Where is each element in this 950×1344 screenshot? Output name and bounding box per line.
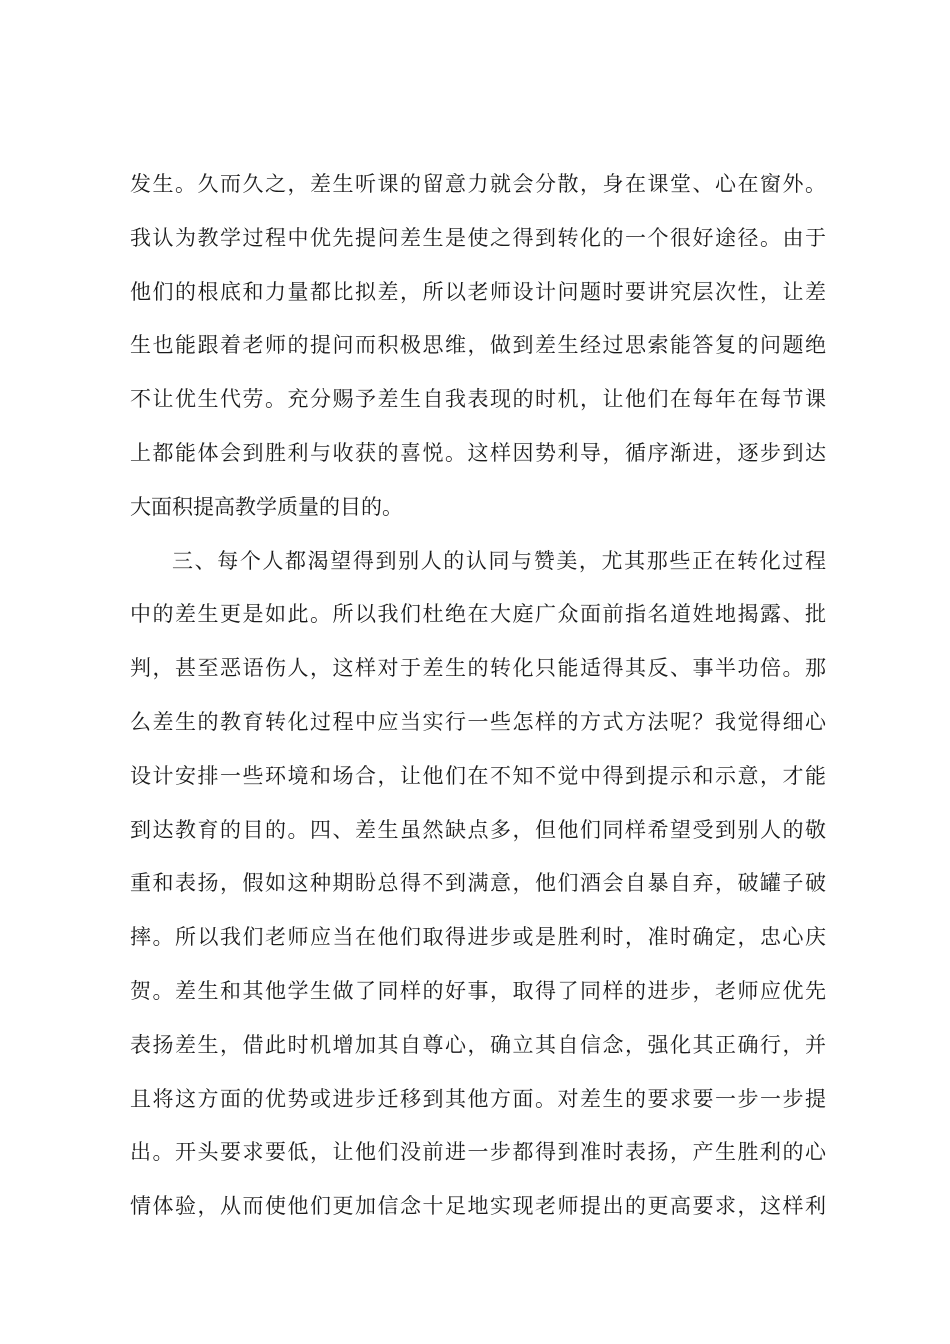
text-line: 大面积提高教学质量的目的。	[130, 494, 403, 519]
text-line: 重和表扬，假如这种期盼总得不到满意，他们酒会自暴自弃，破罐子破	[130, 871, 826, 896]
paragraph-start-line: 三、每个人都渴望得到别人的认同与赞美，尤其那些正在转化过程	[172, 548, 826, 573]
text-line: 上都能体会到胜利与收获的喜悦。这样因势利导，循序渐进，逐步到达	[130, 440, 826, 465]
text-line: 出。开头要求要低，让他们没前进一步都得到准时表扬，产生胜利的心	[130, 1140, 826, 1165]
text-line: 么差生的教育转化过程中应当实行一些怎样的方式方法呢？我觉得细心	[130, 709, 826, 734]
text-line: 他们的根底和力量都比拟差，所以老师设计问题时要讲究层次性，让差	[130, 279, 826, 304]
body-text	[130, 158, 826, 1234]
text-line: 我认为教学过程中优先提问差生是使之得到转化的一个很好途径。由于	[130, 225, 826, 250]
text-line: 表扬差生，借此时机增加其自尊心，确立其自信念，强化其正确行，并	[130, 1032, 826, 1057]
text-line: 贺。差生和其他学生做了同样的好事，取得了同样的进步，老师应优先	[130, 978, 826, 1003]
text-line: 摔。所以我们老师应当在他们取得进步或是胜利时，准时确定，忠心庆	[130, 925, 826, 950]
text-line: 不让优生代劳。充分赐予差生自我表现的时机，让他们在每年在每节课	[130, 387, 826, 412]
text-line: 情体验，从而使他们更加信念十足地实现老师提出的更高要求，这样利	[130, 1194, 826, 1219]
text-line: 到达教育的目的。四、差生虽然缺点多，但他们同样希望受到别人的敬	[130, 817, 826, 842]
text-line: 判，甚至恶语伤人，这样对于差生的转化只能适得其反、事半功倍。那	[130, 656, 826, 681]
text-line: 发生。久而久之，差生听课的留意力就会分散，身在课堂、心在窗外。	[130, 172, 826, 196]
text-line: 生也能跟着老师的提问而积极思维，做到差生经过思索能答复的问题绝	[130, 333, 826, 358]
text-line: 中的差生更是如此。所以我们杜绝在大庭广众面前指名道姓地揭露、批	[130, 602, 826, 627]
text-line: 设计安排一些环境和场合，让他们在不知不觉中得到提示和示意，才能	[130, 763, 826, 788]
text-line: 且将这方面的优势或进步迁移到其他方面。对差生的要求要一步一步提	[130, 1086, 826, 1111]
